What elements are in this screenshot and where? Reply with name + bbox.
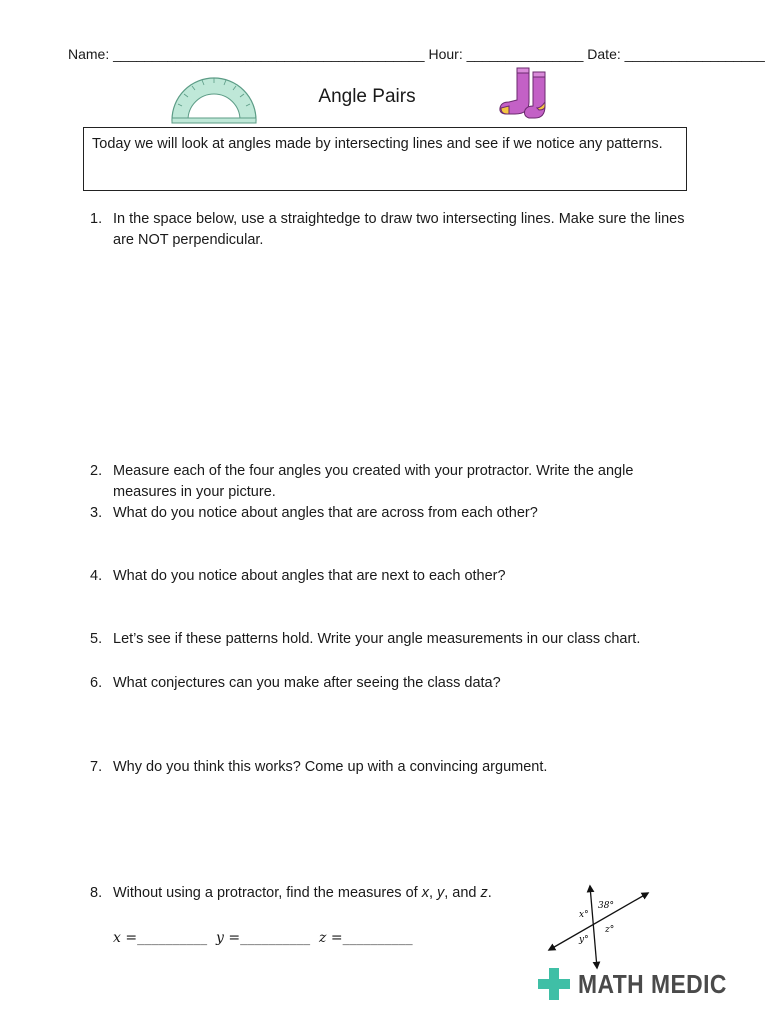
question-7 <box>90 757 690 778</box>
diagram-line-vertical <box>590 886 597 968</box>
date-field[interactable]: __________________ <box>624 46 765 62</box>
question-number: 2. <box>90 463 103 479</box>
name-label: Name: <box>68 46 110 62</box>
question-number: 5. <box>90 631 103 647</box>
question-text: What do you notice about angles that are next to each other? <box>113 568 506 584</box>
question-text: What conjectures can you make after seeing the class data? <box>113 675 501 691</box>
question-text: Let’s see if these patterns hold. Write your angle measurements in our class chart. <box>113 631 641 647</box>
question-number: 7. <box>90 759 103 775</box>
var-y: y <box>437 885 445 901</box>
question-text: Why do you think this works? Come up with a convincing argument. <box>113 759 548 775</box>
z-answer-field[interactable]: __________ <box>342 930 413 946</box>
question-text: Measure each of the four angles you created with your protractor. Write the angle measures in your picture. <box>113 463 634 500</box>
question-number: 4. <box>90 568 103 584</box>
question-number: 3. <box>90 505 103 521</box>
diagram-label-38: 38° <box>598 901 614 911</box>
hour-label: Hour: <box>428 46 463 62</box>
question-2 <box>90 461 690 503</box>
name-field[interactable]: ________________________________________ <box>113 46 425 62</box>
question-text: What do you notice about angles that are across from each other? <box>113 505 538 521</box>
page-title: Angle Pairs <box>318 86 416 107</box>
z-answer-label: z <box>319 930 327 946</box>
question-number: 1. <box>90 211 103 227</box>
question-8 <box>90 883 520 904</box>
intersecting-lines-diagram <box>540 880 658 972</box>
var-x: x <box>421 885 429 901</box>
question-6 <box>90 673 690 694</box>
diagram-label-x: x° <box>579 910 589 920</box>
question-number: 6. <box>90 675 103 691</box>
question-text: In the space below, use a straightedge to draw two intersecting lines. Make sure the lines are NOT perpendicular. <box>113 211 685 248</box>
socks-icon <box>497 66 553 120</box>
diagram-label-y: y° <box>579 935 589 945</box>
y-answer-label: y <box>216 930 224 946</box>
math-medic-logo <box>538 968 747 1000</box>
intro-box: Today we will look at angles made by intersecting lines and see if we notice any patterns. <box>83 127 687 191</box>
logo-text: MATH MEDIC <box>578 968 727 999</box>
medical-cross-icon <box>538 968 570 1000</box>
question-3 <box>90 503 690 524</box>
answer-blanks: x =__________ y =__________ z =__________ <box>113 930 413 946</box>
header-line <box>68 46 765 62</box>
question-1 <box>90 209 690 251</box>
var-z: z <box>480 885 488 901</box>
question-number: 8. <box>90 885 103 901</box>
hour-field[interactable]: _______________ <box>466 46 584 62</box>
question-text: Without using a protractor, find the measures of x, y, and z. <box>113 885 492 901</box>
date-label: Date: <box>587 46 621 62</box>
question-4 <box>90 566 690 587</box>
x-answer-label: x <box>113 930 121 946</box>
y-answer-field[interactable]: __________ <box>240 930 311 946</box>
diagram-label-z: z° <box>605 925 615 935</box>
x-answer-field[interactable]: __________ <box>137 930 208 946</box>
question-5 <box>90 629 690 650</box>
